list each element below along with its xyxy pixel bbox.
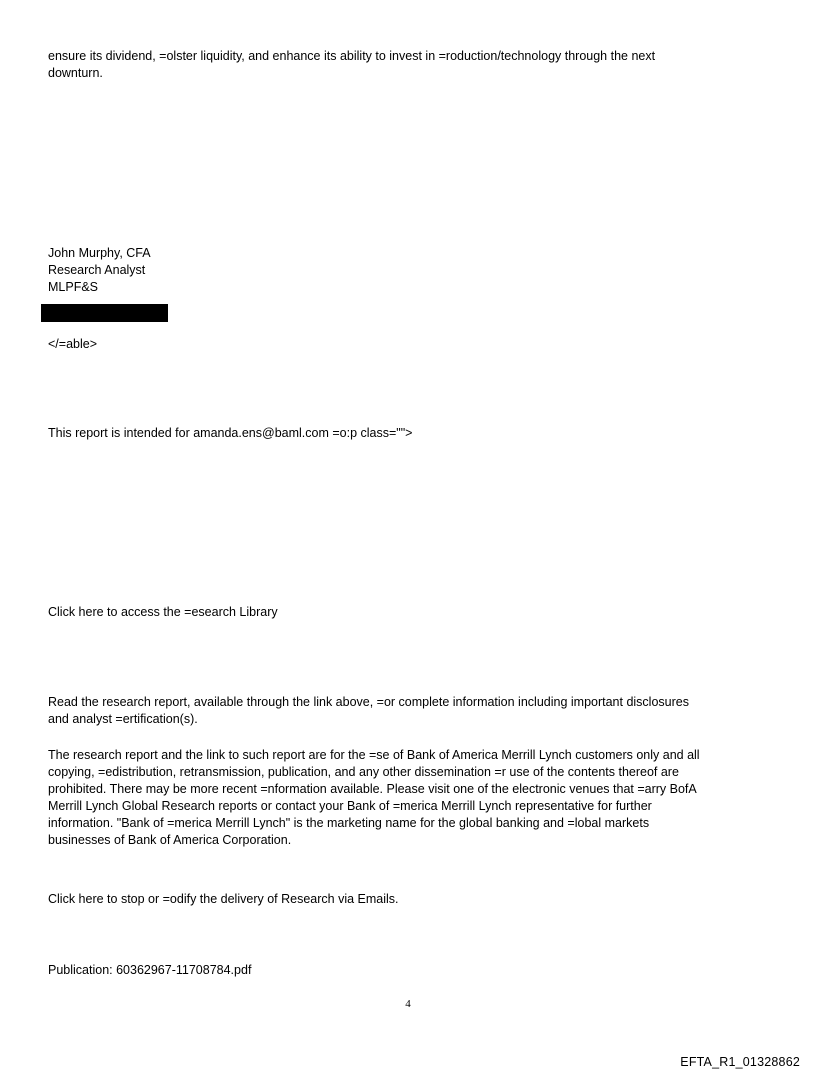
legal-paragraph bbox=[48, 747, 768, 849]
publication-line bbox=[48, 962, 768, 979]
legal-line-3: prohibited. There may be more recent =nformation available. Please visit one of the electronic venues that =arry BofA bbox=[48, 782, 697, 796]
stop-delivery-link-text[interactable]: Click here to stop or =odify the delivery of Research via Emails. bbox=[48, 892, 399, 906]
disclosure-line-1: Read the research report, available through the link above, =or complete information including important disclosures bbox=[48, 695, 689, 709]
page-number: 4 bbox=[405, 998, 411, 1010]
disclosure-line-2: and analyst =ertification(s). bbox=[48, 712, 198, 726]
document-id: EFTA_R1_01328862 bbox=[680, 1055, 800, 1069]
intended-for-text: This report is intended for amanda.ens@baml.com =o:p class=""> bbox=[48, 426, 413, 440]
intro-line-1: ensure its dividend, =olster liquidity, and enhance its ability to invest in =roduction/technology through the next bbox=[48, 49, 656, 63]
legal-line-4: Merrill Lynch Global Research reports or contact your Bank of =merica Merrill Lynch representative for further bbox=[48, 799, 652, 813]
table-close-tag bbox=[48, 336, 768, 353]
analyst-title: Research Analyst bbox=[48, 263, 146, 277]
legal-line-1: The research report and the link to such report are for the =se of Bank of America Merrill Lynch customers only and all bbox=[48, 748, 700, 762]
stop-delivery-link[interactable] bbox=[48, 891, 768, 908]
intended-for-line bbox=[48, 425, 768, 442]
research-library-link[interactable] bbox=[48, 604, 768, 621]
legal-line-5: information. "Bank of =merica Merrill Lynch" is the marketing name for the global banking and =lobal markets bbox=[48, 816, 650, 830]
analyst-name: John Murphy, CFA bbox=[48, 246, 151, 260]
table-close-tag-text: </=able> bbox=[48, 337, 98, 351]
analyst-signature bbox=[48, 245, 768, 296]
publication-filename: Publication: 60362967-11708784.pdf bbox=[48, 963, 252, 977]
research-library-link-text[interactable]: Click here to access the =esearch Library bbox=[48, 605, 278, 619]
redaction-bar bbox=[41, 304, 168, 322]
legal-line-6: businesses of Bank of America Corporation. bbox=[48, 833, 292, 847]
intro-paragraph bbox=[48, 48, 768, 82]
disclosure-paragraph bbox=[48, 694, 768, 728]
analyst-entity: MLPF&S bbox=[48, 280, 99, 294]
intro-line-2: downturn. bbox=[48, 66, 103, 80]
legal-line-2: copying, =edistribution, retransmission, publication, and any other dissemination =r use of the contents thereof are bbox=[48, 765, 679, 779]
